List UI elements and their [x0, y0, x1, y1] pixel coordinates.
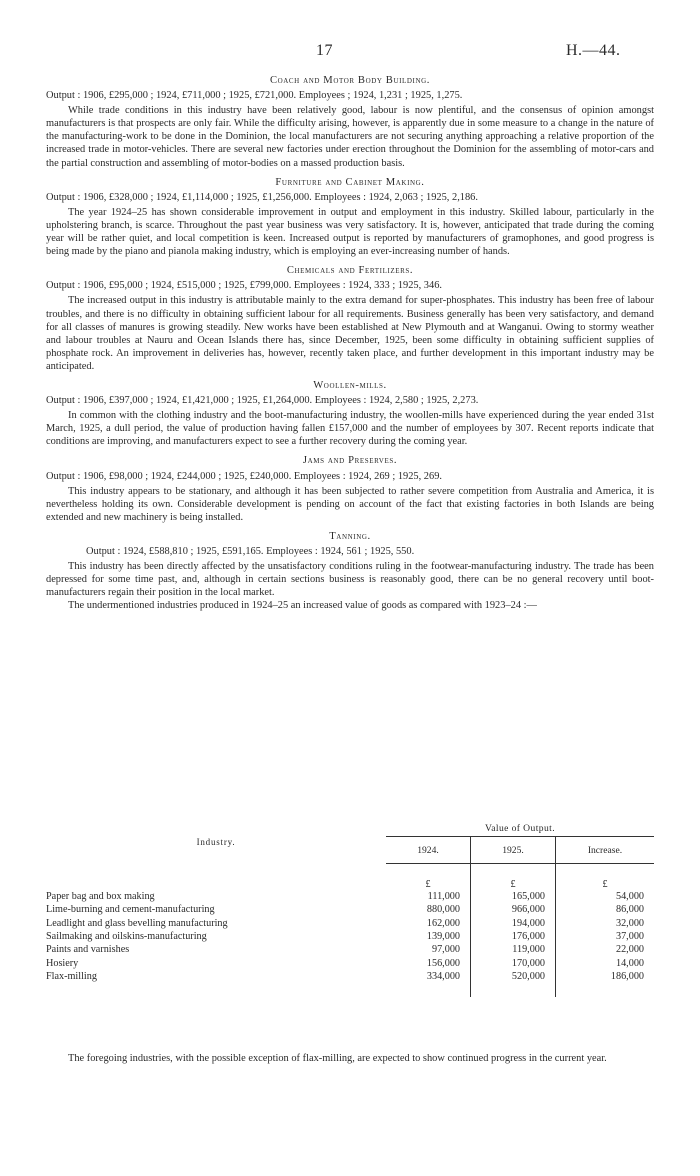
- value-1925: 194,000: [471, 917, 556, 930]
- unit-pound: £: [471, 864, 556, 891]
- industry-name: Hosiery: [46, 957, 79, 969]
- value-1925: 119,000: [471, 943, 556, 956]
- section-paragraph: In common with the clothing industry and the boot-manufacturing industry, the woollen-mills have experienced during the year ended 31st March, 1925, a dull period, the value of production having fallen £157,000 and the number of employees by 307. Recent reports indicate that conditions are improving, and manufacturers expect to see a further recovery during the coming year.: [46, 410, 654, 448]
- section-jams: [46, 454, 654, 523]
- value-1925: 176,000: [471, 930, 556, 943]
- section-stats: Output : 1906, £295,000 ; 1924, £711,000 ; 1925, £721,000. Employees ; 1924, 1,231 ; 1925, 1,275.: [46, 90, 463, 102]
- column-header-1925: 1925.: [471, 837, 556, 864]
- output-table: [46, 820, 654, 997]
- table-row: [46, 930, 654, 943]
- value-1924: 111,000: [427, 891, 460, 903]
- section-stats: Output : 1906, £95,000 ; 1924, £515,000 ; 1925, £799,000. Employees : 1924, 333 ; 1925, 346.: [46, 280, 442, 292]
- industry-name: Sailmaking and oilskins-manufacturing: [46, 931, 207, 943]
- industry-name: Paper bag and box making: [46, 891, 155, 903]
- section-coach-motor: [46, 74, 654, 170]
- table-intro: The undermentioned industries produced in 1924–25 an increased value of goods as compared with 1923–24 :—: [68, 600, 537, 612]
- value-increase: 37,000: [556, 930, 655, 943]
- section-paragraph: The year 1924–25 has shown considerable improvement in output and employment in this industry. Skilled labour, particularly in the upholstering branch, is scarce. Throughout the past year business was very satisfactory. It is, however, anticipated that trade during the coming year will be rather quiet, and local competition is keen. Increased output is reported by manufacturers of gramophones, and good progress is being made by the piano and pianola making industry, which is employing an ever-increasing number of hands.: [46, 206, 654, 258]
- value-1925: 165,000: [471, 890, 556, 903]
- value-1925: 170,000: [471, 956, 556, 969]
- industry-name: Lime-burning and cement-manufacturing: [46, 904, 215, 916]
- industry-name: Flax-milling: [46, 970, 97, 982]
- column-header-increase: Increase.: [556, 837, 655, 864]
- closing-paragraph: The foregoing industries, with the possible exception of flax-milling, are expected to show continued progress in the current year.: [68, 1053, 607, 1064]
- section-heading: Coach and Motor Body Building.: [269, 75, 431, 86]
- section-paragraph: This industry appears to be stationary, and although it has been subjected to rather severe competition from Australia and America, it is nevertheless holding its own. Considerable development is pending on account of the fact that existing factories in both Islands are being extended and new machinery is being installed.: [46, 485, 654, 523]
- section-paragraph: This industry has been directly affected by the unsatisfactory conditions ruling in the footwear-manufacturing industry. The trade has been depressed for some time past, and, although in certain sections business is reasonably good, there can be no general recovery until boot-manufacturers regain their position in the local market.: [46, 561, 654, 599]
- value-1924: 156,000: [426, 957, 460, 969]
- document-reference: H.—44.: [566, 42, 621, 59]
- section-stats: Output : 1906, £328,000 ; 1924, £1,114,000 ; 1925, £1,256,000. Employees : 1924, 2,063 ; 1925, 2,186.: [46, 191, 478, 203]
- value-increase: 186,000: [556, 970, 655, 983]
- table-row: [46, 970, 654, 983]
- value-increase: 86,000: [556, 903, 655, 916]
- value-1925: 966,000: [471, 903, 556, 916]
- section-heading: Chemicals and Fertilizers.: [286, 265, 414, 277]
- value-increase: 14,000: [556, 956, 655, 969]
- unit-pound: £: [425, 879, 431, 890]
- value-1924: 334,000: [426, 970, 460, 982]
- section-woollen-mills: [46, 379, 654, 448]
- report-body: [46, 74, 654, 618]
- value-1924: 97,000: [431, 944, 460, 956]
- unit-pound: £: [556, 864, 655, 891]
- industry-name: Paints and varnishes: [46, 944, 130, 956]
- section-stats: Output : 1924, £588,810 ; 1925, £591,165. Employees : 1924, 561 ; 1925, 550.: [86, 546, 415, 557]
- section-heading: Furniture and Cabinet Making.: [275, 176, 425, 188]
- section-chemicals: [46, 264, 654, 373]
- section-heading: Jams and Preserves.: [302, 455, 398, 467]
- section-stats: Output : 1906, £98,000 ; 1924, £244,000 ; 1925, £240,000. Employees : 1924, 269 ; 1925, 269.: [46, 470, 442, 482]
- section-furniture: [46, 176, 654, 259]
- value-increase: 32,000: [556, 917, 655, 930]
- page-number: 17: [316, 42, 333, 59]
- column-header-1924: 1924.: [386, 837, 471, 864]
- table-row: [46, 917, 654, 930]
- output-table-wrapper: [46, 820, 654, 997]
- table-row: [46, 903, 654, 916]
- value-1924: 162,000: [426, 917, 460, 929]
- value-1924: 139,000: [426, 931, 460, 943]
- value-1924: 880,000: [426, 904, 460, 916]
- value-increase: 22,000: [556, 943, 655, 956]
- table-row: [46, 956, 654, 969]
- value-1925: 520,000: [471, 970, 556, 983]
- section-tanning: [46, 530, 654, 613]
- section-heading: Woollen-mills.: [313, 379, 387, 391]
- section-heading: Tanning.: [329, 530, 371, 542]
- value-increase: 54,000: [556, 890, 655, 903]
- industry-name: Leadlight and glass bevelling manufacturing: [46, 917, 228, 929]
- table-row: [46, 890, 654, 903]
- table-row: [46, 943, 654, 956]
- section-stats: Output : 1906, £397,000 ; 1924, £1,421,000 ; 1925, £1,264,000. Employees : 1924, 2,580 ; 1925, 2,273.: [46, 395, 479, 407]
- industry-column-header: Industry.: [196, 836, 236, 847]
- section-paragraph: While trade conditions in this industry have been relatively good, labour is now plentiful, and the consensus of opinion amongst manufacturers is that prospects are only fair. While the difficulty arising, however, is apparently due in some measure to a change in the nature of the manufacturing-work to be done in the Dominion, the local manufacturers are not securing anything approaching a relative proportion of the increased trade in motor-vehicles. There are several new factories under erection throughout the Dominion for the assembling of motor-cars and the partial construction and assembling of motor-bodies on a massed production basis.: [46, 105, 654, 169]
- section-paragraph: The increased output in this industry is attributable mainly to the extra demand for super-phosphates. This industry has been free of labour troubles, and there is no difficulty in obtaining sufficient labour for all requirements. Business generally has been very satisfactory, and demand for all classes of manures is growing steadily. New works have been established at New Plymouth and at Wanganui. Owing to stormy weather and labour troubles at Nauru and Ocean Islands there has, since December, 1925, been some difficulty in obtaining sufficient supplies of phosphate rock. An improvement in deliveries has, however, recently taken place, and further development in this important industry may be anticipated.: [46, 295, 654, 372]
- value-of-output-header: Value of Output.: [484, 822, 556, 834]
